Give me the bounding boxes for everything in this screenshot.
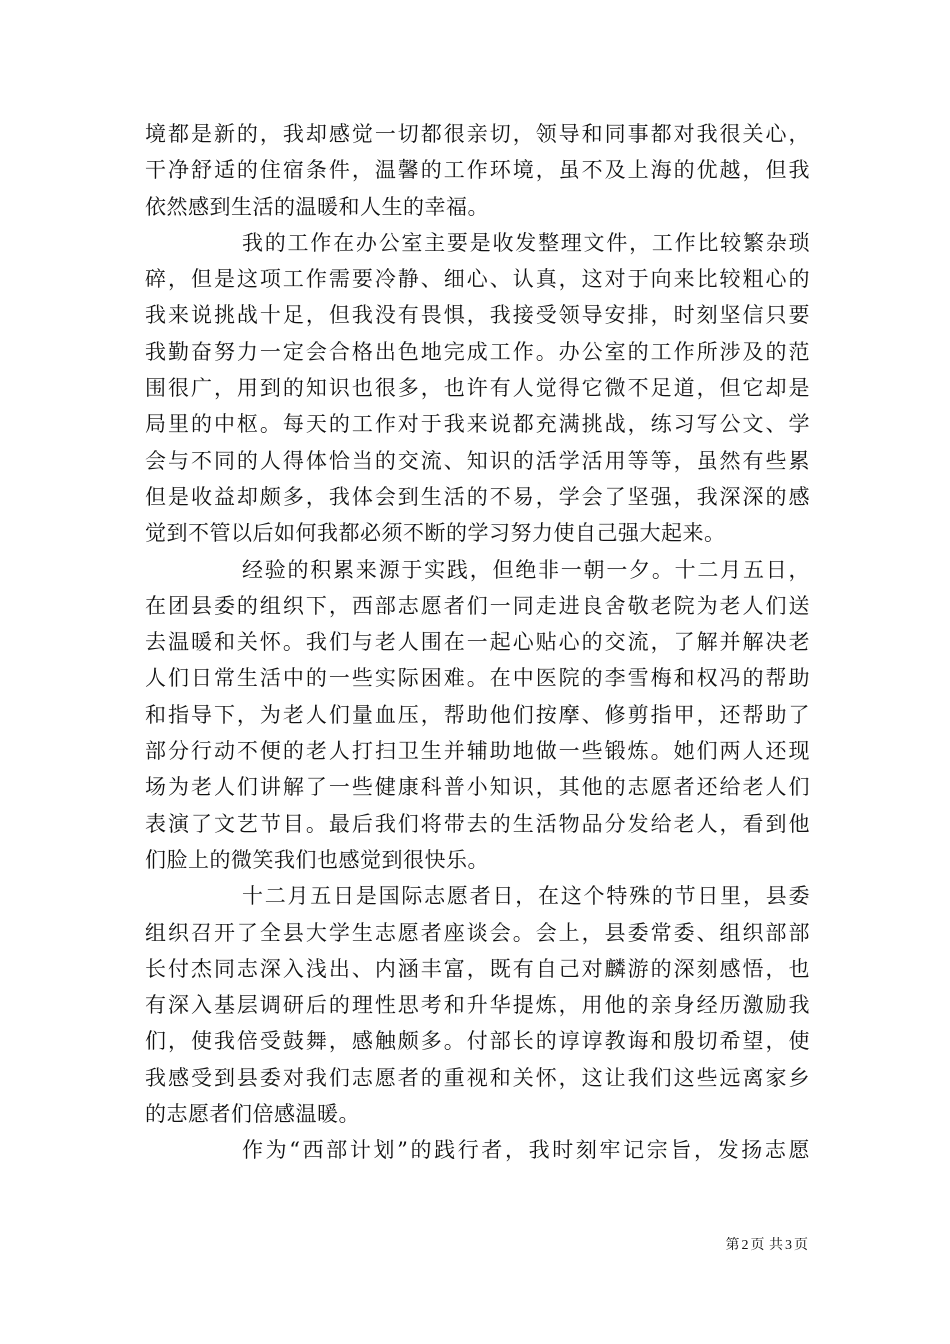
- current-page-number: 2: [741, 1238, 749, 1253]
- text-line: 依然感到生活的温暖和人生的幸福。: [145, 194, 489, 219]
- text-line: 我勤奋努力一定会合格出色地完成工作。办公室的工作所涉及的范: [145, 339, 810, 364]
- text-line: 境都是新的，我却感觉一切都很亲切，领导和同事都对我很关心，: [145, 122, 810, 146]
- page-footer: [726, 1236, 808, 1255]
- text-line: 们脸上的微笑我们也感觉到很快乐。: [145, 847, 489, 872]
- text-line: 局里的中枢。每天的工作对于我来说都充满挑战，练习写公文、学: [145, 412, 810, 437]
- text-line: 长付杰同志深入浅出、内涵丰富，既有自己对麟游的深刻感悟，也: [145, 956, 810, 981]
- document-body: [145, 116, 810, 1169]
- total-page-number: 3: [785, 1238, 792, 1253]
- text-line: 们，使我倍受鼓舞，感触颇多。付部长的谆谆教诲和殷切希望，使: [145, 1029, 810, 1054]
- text-line: 觉到不管以后如何我都必须不断的学习努力使自己强大起来。: [145, 521, 726, 546]
- text-line: 表演了文艺节目。最后我们将带去的生活物品分发给老人，看到他: [145, 811, 810, 836]
- text-line: 去温暖和关怀。我们与老人围在一起心贴心的交流，了解并解决老: [145, 630, 810, 655]
- text-line: 在团县委的组织下，西部志愿者们一同走进良舍敬老院为老人们送: [145, 593, 810, 618]
- text-line: 组织召开了全县大学生志愿者座谈会。会上，县委常委、组织部部: [145, 920, 810, 945]
- footer-suffix: 页: [794, 1237, 808, 1253]
- text-line: 部分行动不便的老人打扫卫生并辅助地做一些锻炼。她们两人还现: [145, 739, 810, 764]
- text-line: 场为老人们讲解了一些健康科普小知识，其他的志愿者还给老人们: [145, 775, 810, 800]
- text-line: 但是收益却颇多，我体会到生活的不易，学会了坚强，我深深的感: [145, 484, 810, 509]
- text-line: 会与不同的人得体恰当的交流、知识的活学活用等等，虽然有些累: [145, 448, 810, 473]
- footer-middle: 页 共: [750, 1237, 783, 1253]
- text-line: 的志愿者们倍感温暖。: [145, 1102, 360, 1127]
- paragraph-first-line: 经验的积累来源于实践，但绝非一朝一夕。十二月五日，: [242, 557, 810, 582]
- text-line: 围很广，用到的知识也很多，也许有人觉得它微不足道，但它却是: [145, 376, 810, 401]
- paragraph-first-line: 作为“西部计划”的践行者，我时刻牢记宗旨，发扬志愿: [242, 1138, 810, 1163]
- text-line: 干净舒适的住宿条件，温馨的工作环境，虽不及上海的优越，但我: [145, 158, 810, 183]
- text-line: 碎，但是这项工作需要冷静、细心、认真，这对于向来比较粗心的: [145, 267, 810, 292]
- paragraph-first-line: 十二月五日是国际志愿者日，在这个特殊的节日里，县委: [242, 884, 810, 909]
- text-line: 和指导下，为老人们量血压，帮助他们按摩、修剪指甲，还帮助了: [145, 702, 810, 727]
- text-line: 我来说挑战十足，但我没有畏惧，我接受领导安排，时刻坚信只要: [145, 303, 810, 328]
- footer-prefix: 第: [725, 1237, 740, 1253]
- text-line: 我感受到县委对我们志愿者的重视和关怀，这让我们这些远离家乡: [145, 1065, 810, 1090]
- paragraph-first-line: 我的工作在办公室主要是收发整理文件，工作比较繁杂琐: [242, 230, 810, 255]
- text-line: 有深入基层调研后的理性思考和升华提炼，用他的亲身经历激励我: [145, 993, 810, 1018]
- text-line: 人们日常生活中的一些实际困难。在中医院的李雪梅和权冯的帮助: [145, 666, 810, 691]
